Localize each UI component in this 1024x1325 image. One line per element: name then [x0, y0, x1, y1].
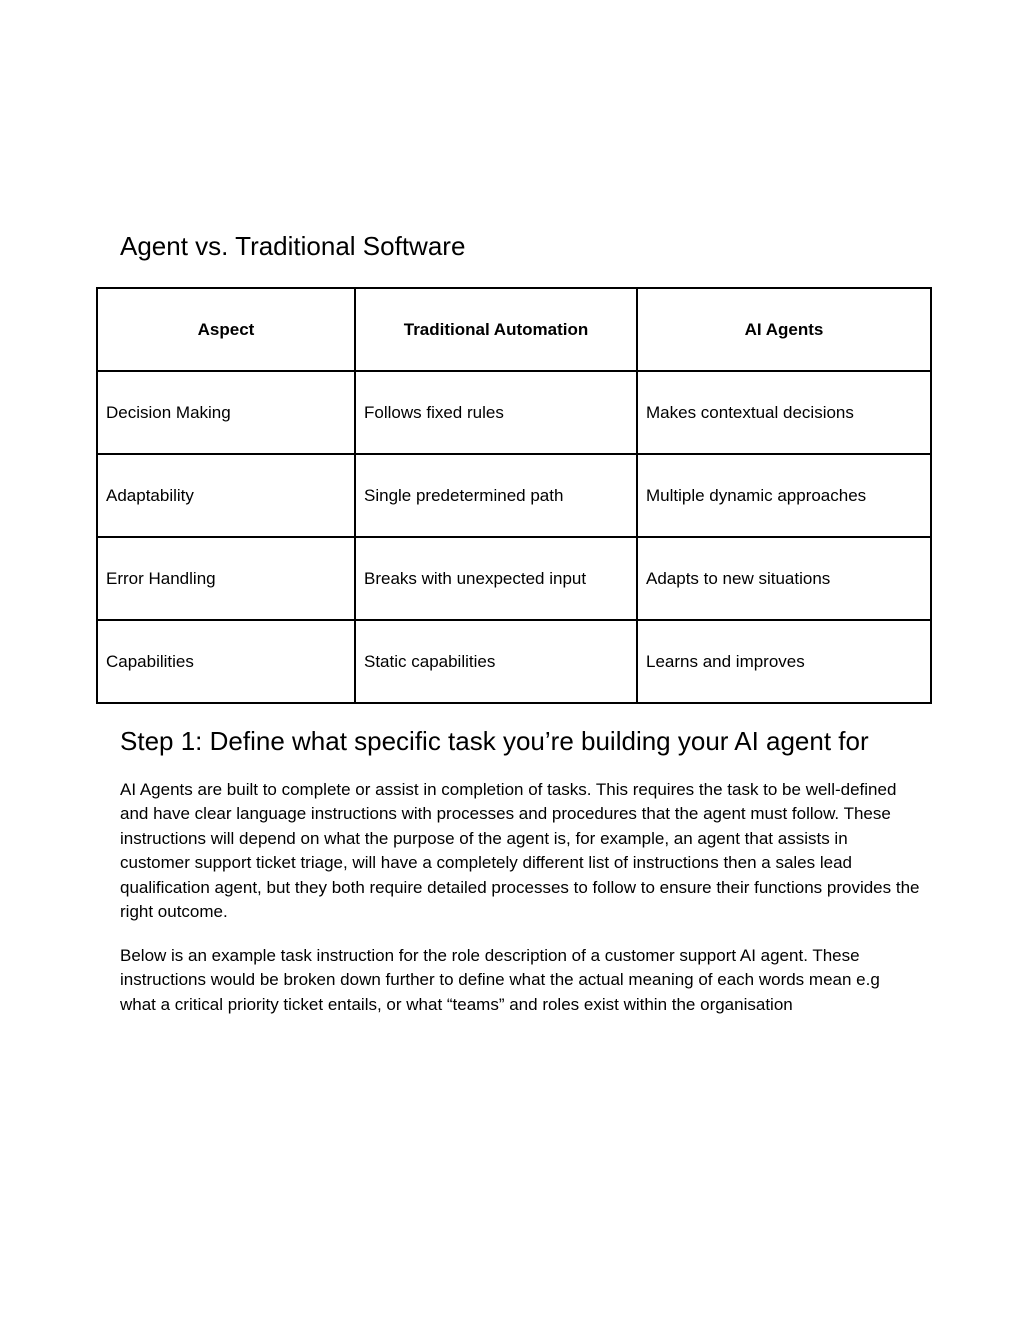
table-cell-aspect: Capabilities: [97, 620, 355, 703]
table-header-row: [97, 288, 931, 371]
table-cell-aspect: Decision Making: [97, 371, 355, 454]
table-cell-ai-agents: Multiple dynamic approaches: [637, 454, 931, 537]
table-cell-traditional: Single predetermined path: [355, 454, 637, 537]
table-cell-aspect: Error Handling: [97, 537, 355, 620]
table-cell-traditional: Static capabilities: [355, 620, 637, 703]
table-cell-ai-agents: Adapts to new situations: [637, 537, 931, 620]
table-cell-traditional: Follows fixed rules: [355, 371, 637, 454]
table-cell-traditional: Breaks with unexpected input: [355, 537, 637, 620]
section-heading-step-1: Step 1: Define what specific task you’re building your AI agent for: [120, 726, 869, 756]
table-cell-aspect: Adaptability: [97, 454, 355, 537]
table-row: [97, 454, 931, 537]
column-header-ai-agents: AI Agents: [637, 288, 931, 371]
section-heading-agent-vs-traditional: Agent vs. Traditional Software: [120, 231, 466, 261]
body-paragraph-task-definition: AI Agents are built to complete or assist in completion of tasks. This requires the task to be well-defined and have clear language instructions with processes and procedures that the agent must follow. These instructions will depend on what the purpose of the agent is, for example, an agent that assists in customer support ticket triage, will have a completely different list of instructions then a sales lead qualification agent, but they both require detailed processes to follow to ensure their functions provides the right outcome.: [120, 780, 920, 922]
table-row: [97, 537, 931, 620]
table-cell-ai-agents: Learns and improves: [637, 620, 931, 703]
body-paragraph-example-instruction: Below is an example task instruction for the role description of a customer support AI agent. These instructions would be broken down further to define what the actual meaning of each words mean e.g what a critical priority ticket entails, or what “teams” and roles exist within the organisation: [120, 946, 880, 1014]
table-cell-ai-agents: Makes contextual decisions: [637, 371, 931, 454]
table-row: [97, 371, 931, 454]
column-header-traditional-automation: Traditional Automation: [355, 288, 637, 371]
column-header-aspect: Aspect: [97, 288, 355, 371]
table-row: [97, 620, 931, 703]
comparison-table: [96, 287, 932, 704]
